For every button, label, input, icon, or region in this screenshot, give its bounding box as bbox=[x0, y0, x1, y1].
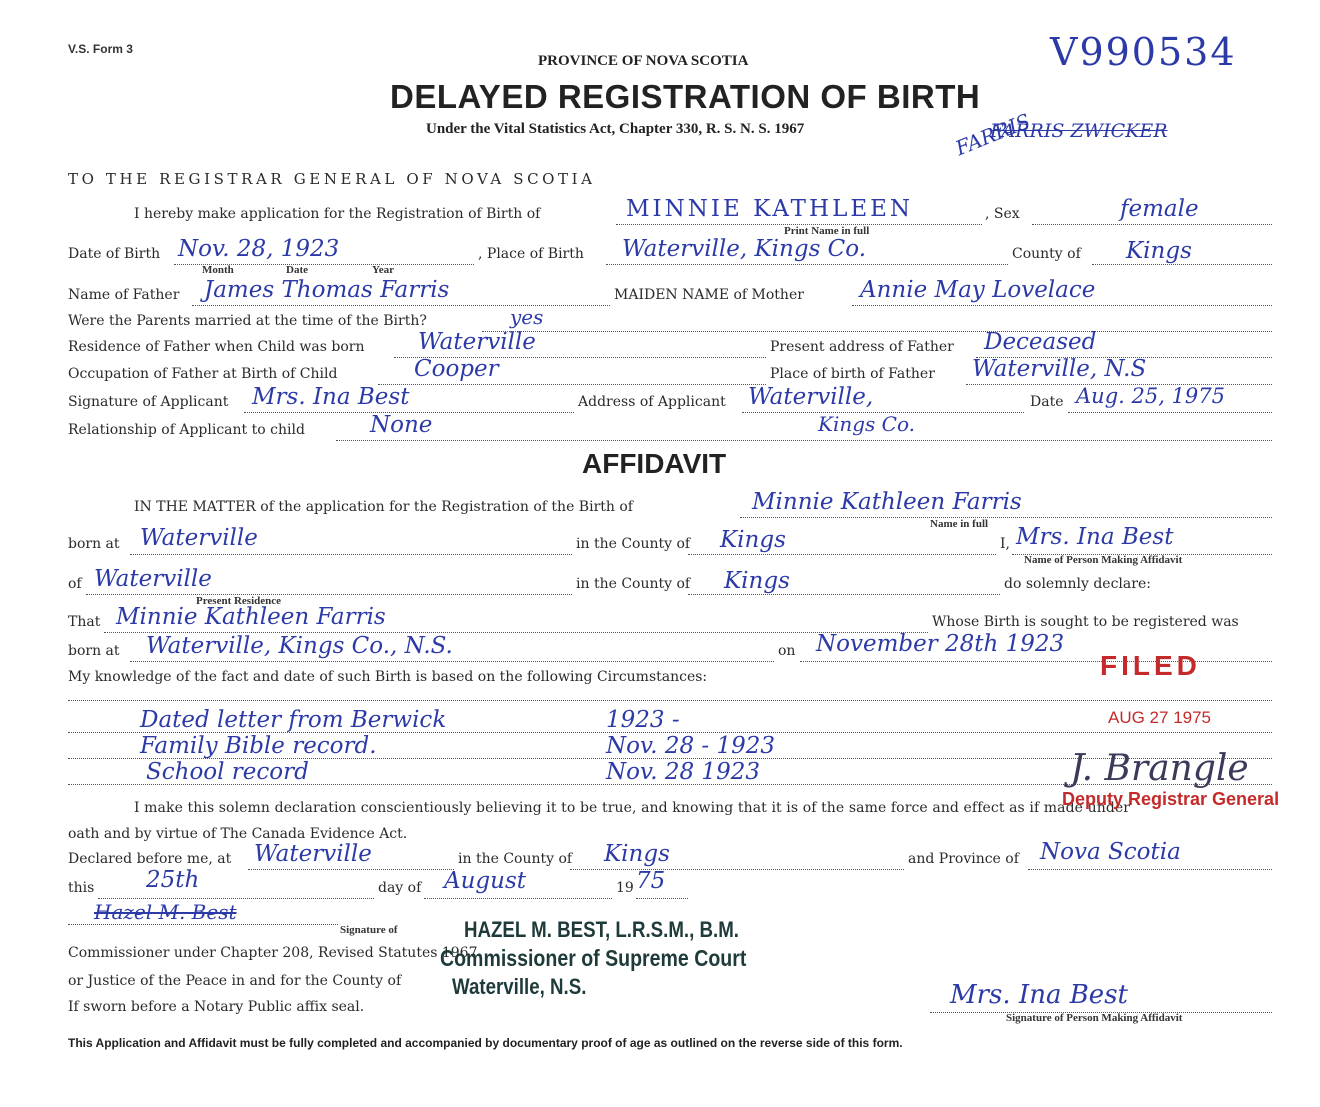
residence-caption: Present Residence bbox=[196, 595, 282, 607]
mother-label: MAIDEN NAME of Mother bbox=[614, 287, 804, 303]
affidavit-heading: AFFIDAVIT bbox=[582, 448, 727, 479]
mother-name-field[interactable]: Annie May Lovelace bbox=[860, 277, 1096, 303]
commissioner-stamp-line1: HAZEL M. BEST, L.R.S.M., B.M. bbox=[464, 917, 739, 942]
in-county-label: in the County of bbox=[576, 536, 691, 552]
county-label: County of bbox=[1012, 246, 1081, 262]
child-full-name-field[interactable]: Minnie Kathleen Farris bbox=[752, 489, 1022, 515]
form-number: V.S. Form 3 bbox=[68, 42, 133, 56]
born-at-label-2: born at bbox=[68, 643, 120, 659]
born-at-2-field[interactable]: Waterville, Kings Co., N.S. bbox=[146, 633, 453, 659]
father-name-field[interactable]: James Thomas Farris bbox=[204, 277, 450, 303]
application-intro: I hereby make application for the Registration of Birth of bbox=[134, 206, 541, 222]
matter-intro: IN THE MATTER of the application for the Registration of the Birth of bbox=[134, 499, 633, 515]
married-field[interactable]: yes bbox=[510, 305, 544, 329]
relationship-label: Relationship of Applicant to child bbox=[68, 422, 305, 438]
solemn-declaration-2: oath and by virtue of The Canada Evidence Act. bbox=[68, 826, 408, 842]
declare-text: do solemnly declare: bbox=[1004, 576, 1151, 592]
date-field[interactable]: Aug. 25, 1975 bbox=[1076, 384, 1225, 408]
declared-at-field[interactable]: Waterville bbox=[254, 841, 372, 867]
whose-birth-text: Whose Birth is sought to be registered was bbox=[932, 614, 1239, 630]
of-label: of bbox=[68, 576, 82, 592]
sex-label: , Sex bbox=[985, 206, 1020, 222]
born-at-label: born at bbox=[68, 536, 120, 552]
signature-of-caption: Signature of bbox=[340, 924, 398, 936]
surname-correction: FARRIS bbox=[952, 108, 1034, 161]
surname-struck: FARRIS ZWICKER bbox=[990, 120, 1168, 142]
deponent-field[interactable]: Mrs. Ina Best bbox=[1016, 524, 1174, 550]
date-caption: Date bbox=[286, 264, 308, 276]
deponent-signature[interactable]: Mrs. Ina Best bbox=[950, 980, 1128, 1010]
addr-applicant-line2[interactable]: Kings Co. bbox=[818, 412, 915, 436]
pob-father-field[interactable]: Waterville, N.S bbox=[972, 356, 1147, 382]
county-field[interactable]: Kings bbox=[1126, 238, 1192, 264]
residence-field[interactable]: Waterville bbox=[94, 566, 212, 592]
print-name-caption: Print Name in full bbox=[784, 225, 870, 237]
circumstance-1-date[interactable]: 1923 - bbox=[606, 707, 680, 733]
commissioner-stamp-line2: Commissioner of Supreme Court bbox=[440, 945, 747, 971]
circumstance-2[interactable]: Family Bible record. bbox=[140, 733, 377, 759]
i-label: I, bbox=[1000, 536, 1010, 552]
circumstance-2-date[interactable]: Nov. 28 - 1923 bbox=[606, 733, 776, 759]
on-label: on bbox=[778, 643, 796, 659]
knowledge-text: My knowledge of the fact and date of such Birth is based on the following Circumstances: bbox=[68, 669, 708, 685]
day-of-label: day of bbox=[378, 880, 422, 896]
name-full-caption: Name in full bbox=[930, 518, 989, 530]
page-title: DELAYED REGISTRATION OF BIRTH bbox=[390, 78, 981, 115]
this-label: this bbox=[68, 880, 95, 896]
sig-applicant-field[interactable]: Mrs. Ina Best bbox=[252, 384, 410, 410]
province-label: and Province of bbox=[908, 851, 1019, 867]
province-heading: PROVINCE OF NOVA SCOTIA bbox=[538, 53, 749, 69]
that-name-field[interactable]: Minnie Kathleen Farris bbox=[116, 604, 386, 630]
deponent-sig-caption: Signature of Person Making Affidavit bbox=[1006, 1012, 1183, 1024]
commissioner-stamp-line3: Waterville, N.S. bbox=[452, 974, 587, 999]
footer-note: This Application and Affidavit must be fully completed and accompanied by documentary proof of age as outlined on the reverse side of this form. bbox=[68, 1036, 903, 1050]
sex-field[interactable]: female bbox=[1120, 196, 1199, 222]
that-label: That bbox=[68, 614, 101, 630]
year-field[interactable]: 75 bbox=[636, 868, 666, 894]
registrar-signature: J. Brangle bbox=[1070, 748, 1249, 789]
pob-label: , Place of Birth bbox=[478, 246, 584, 262]
res-county-field[interactable]: Kings bbox=[724, 568, 790, 594]
res-father-field[interactable]: Waterville bbox=[418, 329, 536, 355]
province-field[interactable]: Nova Scotia bbox=[1040, 839, 1181, 865]
declared-label: Declared before me, at bbox=[68, 851, 232, 867]
this-day-field[interactable]: 25th bbox=[146, 867, 200, 893]
justice-line: or Justice of the Peace in and for the County of bbox=[68, 973, 402, 989]
subtitle: Under the Vital Statistics Act, Chapter 330, R. S. N. S. 1967 bbox=[426, 121, 805, 137]
present-addr-label: Present address of Father bbox=[770, 339, 954, 355]
registration-number: V990534 bbox=[1050, 30, 1237, 74]
addr-applicant-label: Address of Applicant bbox=[578, 394, 726, 410]
dob-field[interactable]: Nov. 28, 1923 bbox=[178, 236, 340, 262]
in-county-label-2: in the County of bbox=[576, 576, 691, 592]
present-addr-field[interactable]: Deceased bbox=[984, 329, 1097, 355]
born-county-field[interactable]: Kings bbox=[720, 527, 786, 553]
circumstance-3[interactable]: School record bbox=[146, 759, 309, 785]
on-date-field[interactable]: November 28th 1923 bbox=[816, 631, 1065, 657]
month-field[interactable]: August bbox=[444, 868, 527, 894]
married-label: Were the Parents married at the time of the Birth? bbox=[68, 313, 427, 329]
filed-stamp: FILED bbox=[1100, 650, 1201, 681]
child-name-field[interactable]: MINNIE KATHLEEN bbox=[626, 196, 914, 222]
year-prefix: 19 bbox=[616, 880, 634, 896]
occupation-field[interactable]: Cooper bbox=[414, 356, 499, 382]
filed-date-stamp: AUG 27 1975 bbox=[1108, 708, 1212, 727]
occupation-label: Occupation of Father at Birth of Child bbox=[68, 366, 338, 382]
notary-line: If sworn before a Notary Public affix seal. bbox=[68, 999, 365, 1015]
declared-county-field[interactable]: Kings bbox=[604, 841, 670, 867]
registrar-title-stamp: Deputy Registrar General bbox=[1062, 789, 1280, 809]
res-father-label: Residence of Father when Child was born bbox=[68, 339, 365, 355]
dob-label: Date of Birth bbox=[68, 246, 161, 262]
date-label: Date bbox=[1030, 394, 1064, 410]
deponent-caption: Name of Person Making Affidavit bbox=[1024, 554, 1183, 566]
circumstance-3-date[interactable]: Nov. 28 1923 bbox=[606, 759, 760, 785]
circumstance-1[interactable]: Dated letter from Berwick bbox=[140, 707, 447, 733]
addressee: TO THE REGISTRAR GENERAL OF NOVA SCOTIA bbox=[68, 170, 596, 188]
pob-father-label: Place of birth of Father bbox=[770, 366, 935, 382]
addr-applicant-field[interactable]: Waterville, bbox=[748, 384, 874, 410]
commissioner-signature[interactable]: Hazel M. Best bbox=[94, 900, 237, 924]
pob-field[interactable]: Waterville, Kings Co. bbox=[622, 236, 867, 262]
father-label: Name of Father bbox=[68, 287, 180, 303]
born-at-field[interactable]: Waterville bbox=[140, 525, 258, 551]
in-county-label-3: in the County of bbox=[458, 851, 573, 867]
commissioner-line: Commissioner under Chapter 208, Revised Statutes 1967 bbox=[68, 945, 478, 961]
sig-applicant-label: Signature of Applicant bbox=[68, 394, 229, 410]
year-caption: Year bbox=[372, 264, 394, 276]
relationship-field[interactable]: None bbox=[370, 412, 433, 438]
month-caption: Month bbox=[202, 264, 234, 276]
solemn-declaration-1: I make this solemn declaration conscientiously believing it to be true, and knowing that it is of the same force and effect as if made under bbox=[134, 800, 1131, 816]
